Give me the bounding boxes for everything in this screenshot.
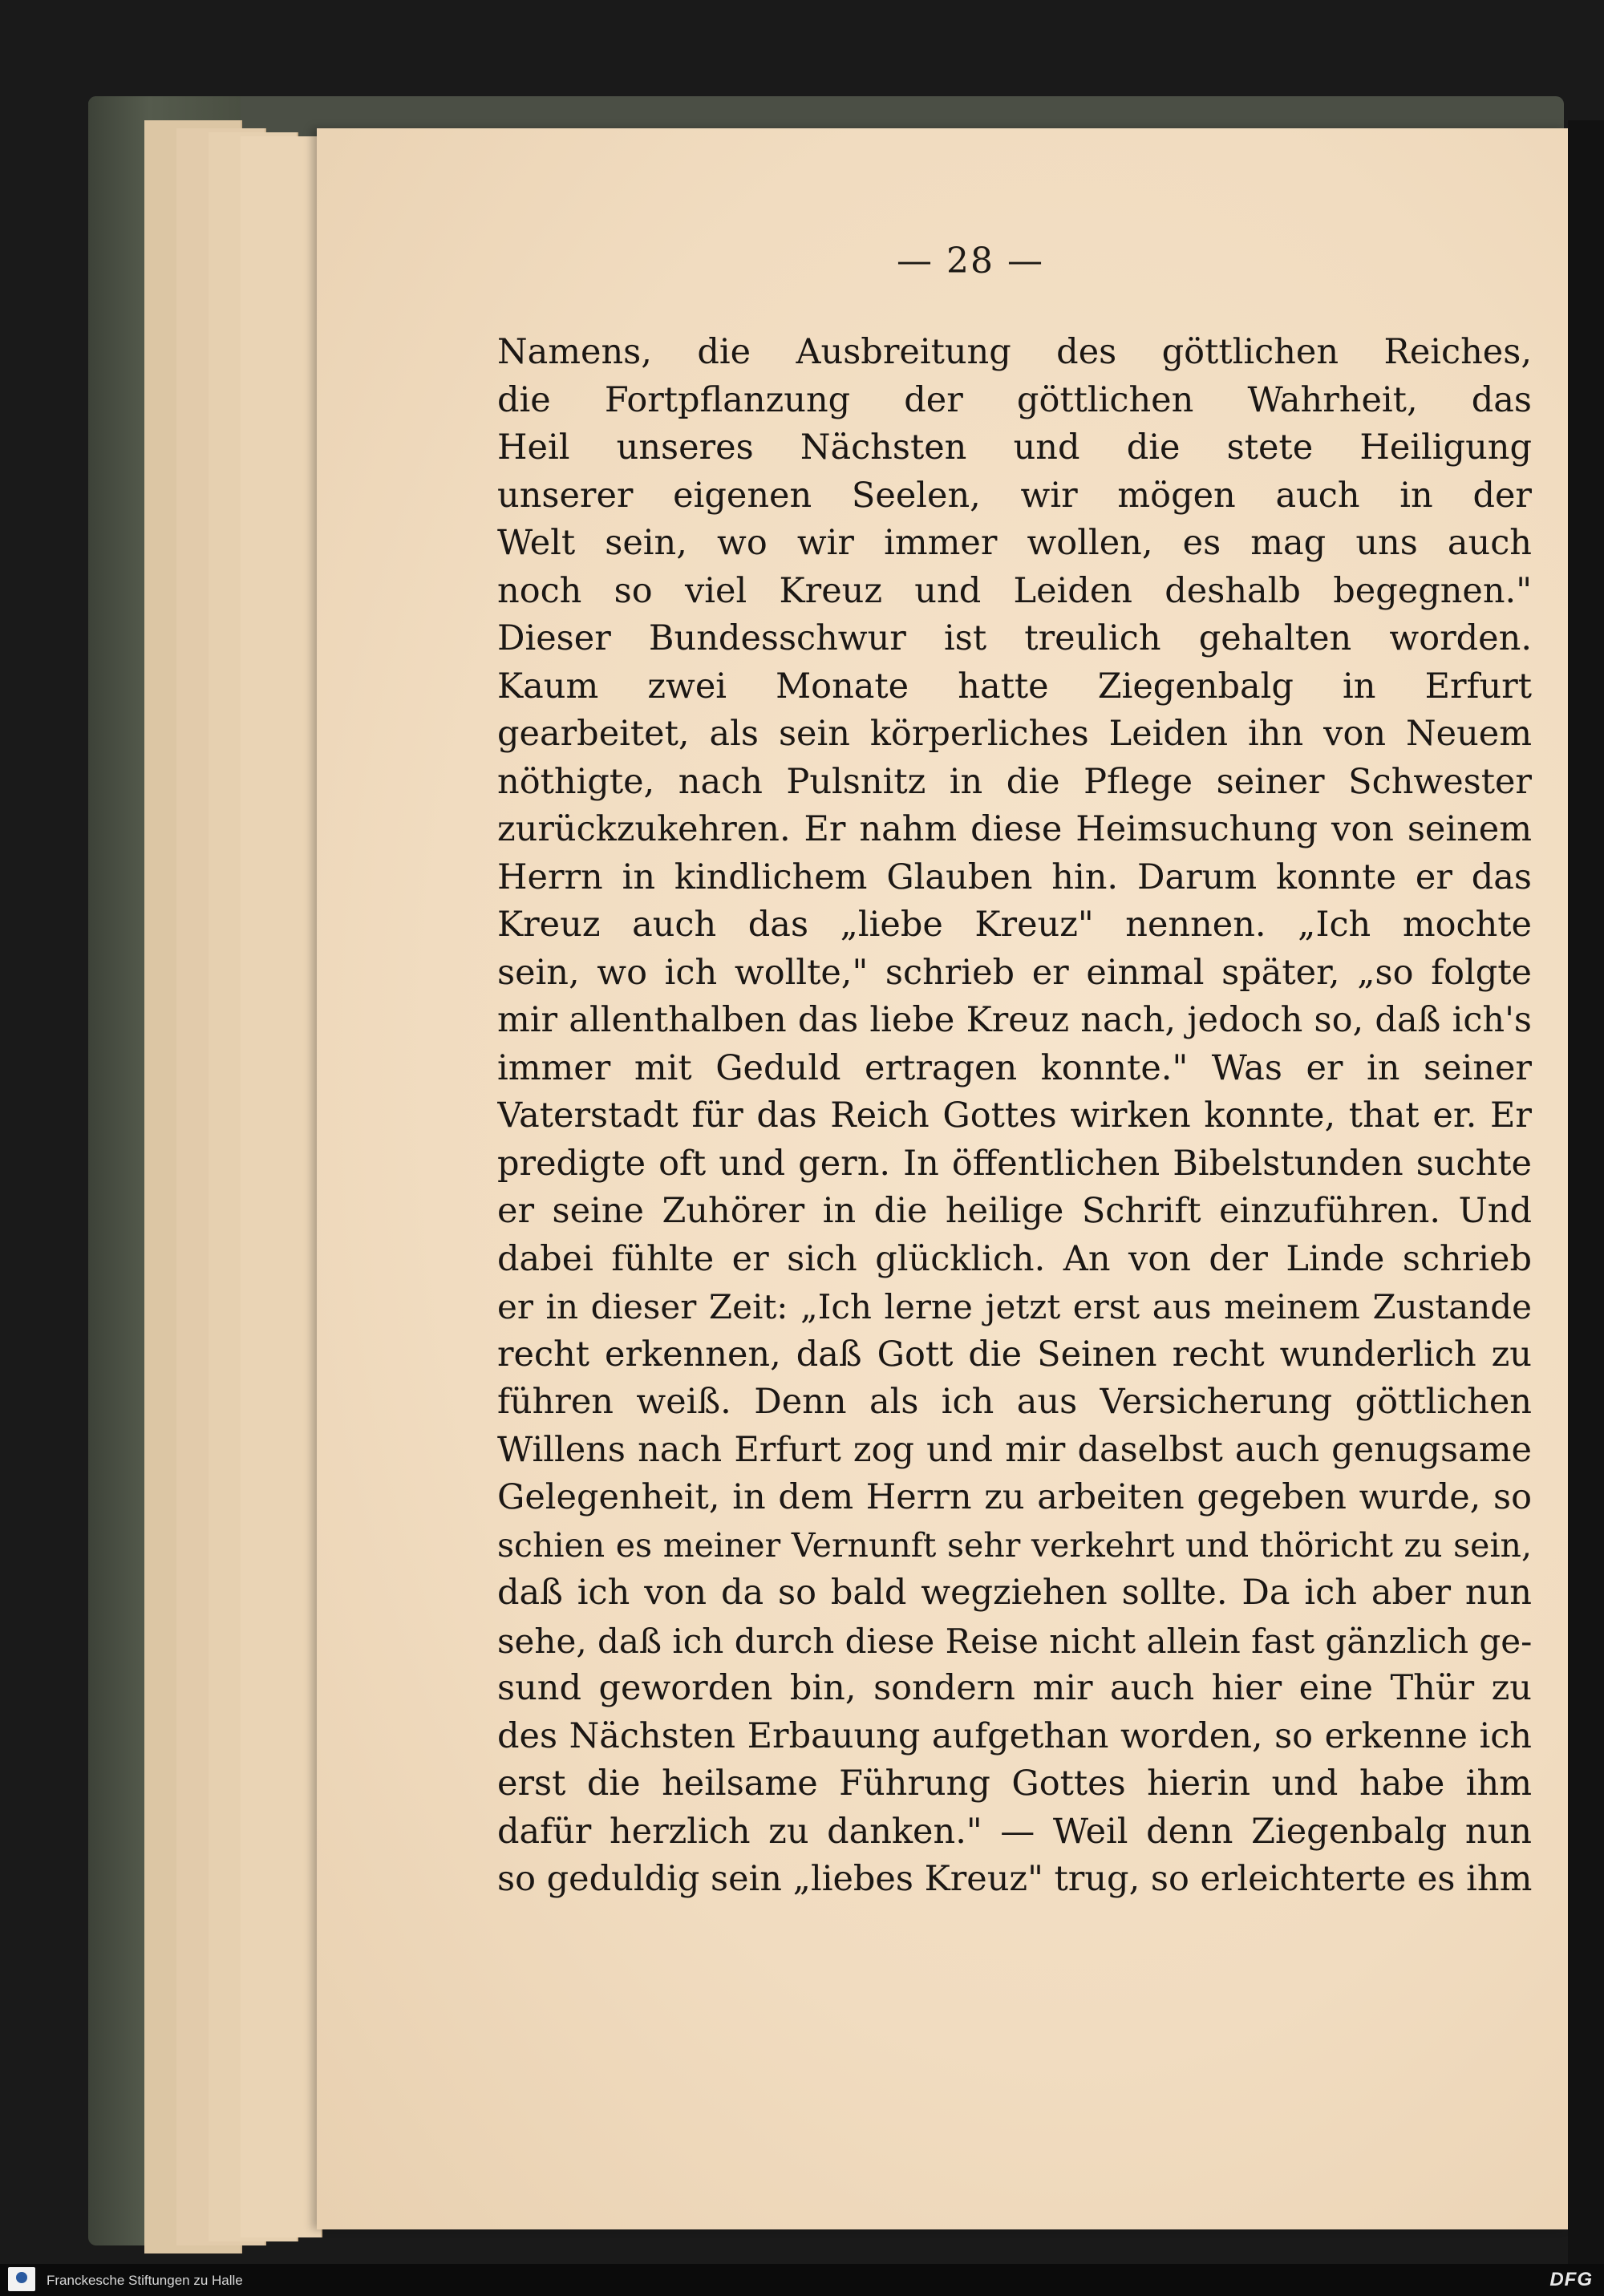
text-line: Vaterstadt für das Reich Gottes wirken konnte, that er. Er [497,1095,1532,1136]
text-line: zurückzukehren. Er nahm diese Heimsuchung von seinem [497,809,1532,849]
text-line: noch so viel Kreuz und Leiden deshalb begegnen." [497,570,1532,611]
text-line: predigte oft und gern. In öffentlichen Bibelstunden suchte [497,1143,1532,1184]
text-line: er in dieser Zeit: „Ich lerne jetzt erst aus meinem Zustande [497,1287,1532,1326]
text-line: so geduldig sein „liebes Kreuz" trug, so erleichterte es ihm [497,1859,1532,1899]
text-line: dabei fühlte er sich glücklich. An von der Linde schrieb [497,1238,1532,1279]
text-line: sein, wo ich wollte," schrieb er einmal später, „so folgte [497,952,1532,993]
text-line: Herrn in kindlichem Glauben hin. Darum konnte er das [497,856,1532,897]
text-line: Kaum zwei Monate hatte Ziegenbalg in Erfurt [497,666,1532,707]
text-line: Willens nach Erfurt zog und mir daselbst auch genugsame [497,1429,1532,1470]
text-line: Dieser Bundesschwur ist treulich gehalten worden. [497,618,1532,658]
viewer-footer [0,2264,1604,2296]
text-line: sehe, daß ich durch diese Reise nicht allein fast gänzlich ge- [497,1621,1532,1661]
text-line: Welt sein, wo wir immer wollen, es mag uns auch [497,523,1532,563]
text-line: unserer eigenen Seelen, wir mögen auch in der [497,475,1532,516]
institution-logo-icon [8,2267,35,2291]
text-line: Kreuz auch das „liebe Kreuz" nennen. „Ich mochte [497,905,1532,945]
text-line: immer mit Geduld ertragen konnte." Was er in seiner [497,1047,1532,1088]
dfg-logo: DFG [1549,2269,1593,2290]
text-line: erst die heilsame Führung Gottes hierin und habe ihm [497,1764,1532,1804]
text-line: Gelegenheit, in dem Herrn zu arbeiten gegeben wurde, so [497,1477,1532,1517]
text-line: daß ich von da so bald wegziehen sollte. Da ich aber nun [497,1573,1532,1613]
text-line: sund geworden bin, sondern mir auch hier eine Thür zu [497,1668,1532,1708]
text-line: Heil unseres Nächsten und die stete Heiligung [497,427,1532,468]
text-line: nöthigte, nach Pulsnitz in die Pflege seiner Schwester [497,761,1532,802]
text-line: die Fortpflanzung der göttlichen Wahrheit, das [497,379,1532,420]
scan-background [1568,120,1604,2296]
text-line: führen weiß. Denn als ich aus Versicherung göttlichen [497,1382,1532,1422]
text-line: recht erkennen, daß Gott die Seinen recht wunderlich zu [497,1334,1532,1375]
text-line: dafür herzlich zu danken." — Weil denn Ziegenbalg nun [497,1811,1532,1852]
text-line: mir allenthalben das liebe Kreuz nach, jedoch so, daß ich's [497,1000,1532,1040]
text-line: er seine Zuhörer in die heilige Schrift einzuführen. Und [497,1191,1532,1231]
text-line: des Nächsten Erbauung aufgethan worden, so erkenne ich [497,1715,1532,1756]
text-line: schien es meiner Vernunft sehr verkehrt und thöricht zu sein, [497,1525,1532,1565]
page-edge [241,136,322,2237]
text-line: gearbeitet, als sein körperliches Leiden ihn von Neuem [497,714,1532,754]
page-number: — 28 — [897,241,1044,281]
text-line: Namens, die Ausbreitung des göttlichen Reiches, [497,332,1532,372]
institution-name: Franckesche Stiftungen zu Halle [47,2273,243,2288]
page-text [497,329,1532,1904]
